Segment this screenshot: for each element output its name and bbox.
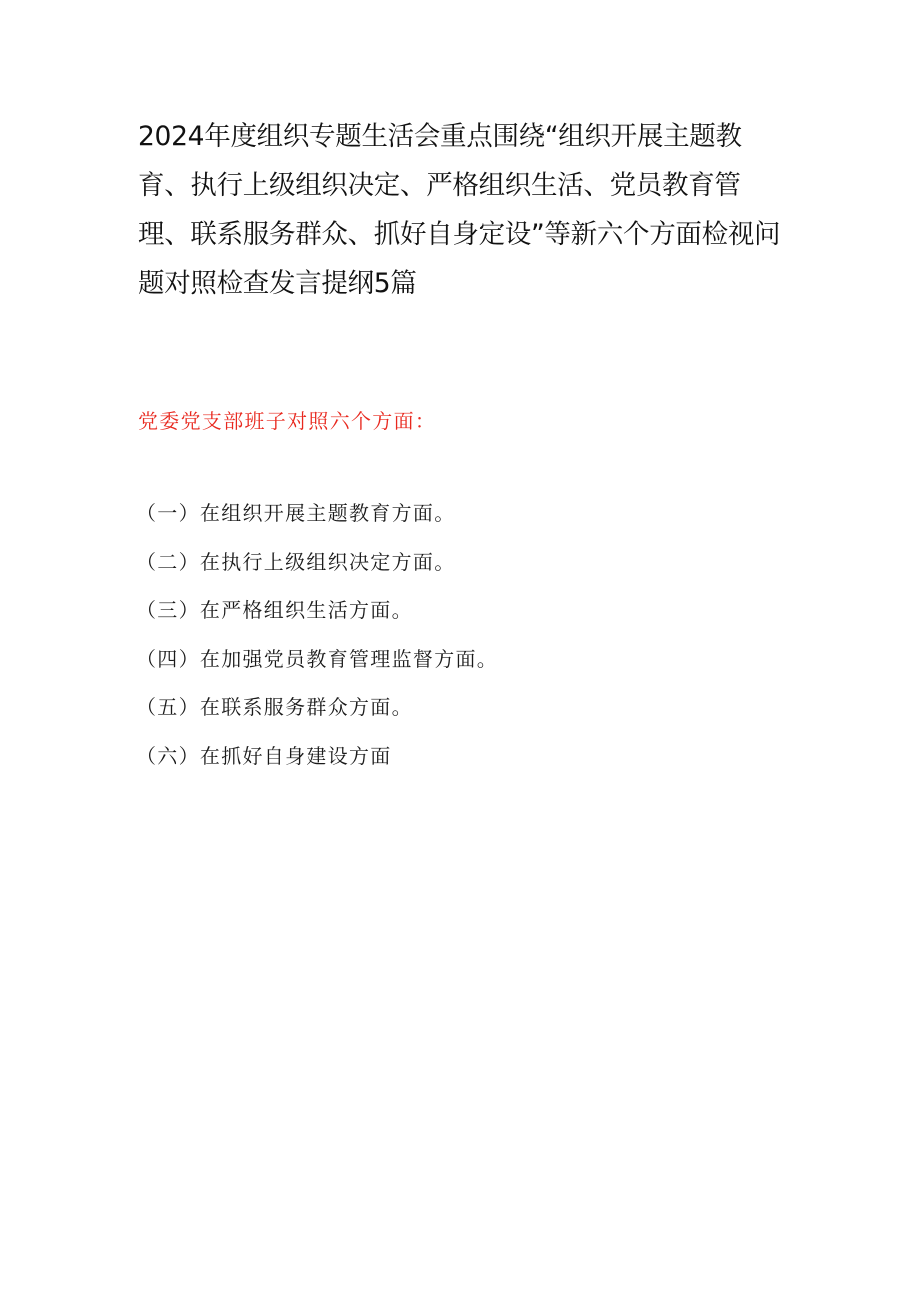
list-item-6: （六）在抓好自身建设方面 xyxy=(136,743,392,768)
list-item-1: （一）在组织开展主题教育方面。 xyxy=(136,501,456,525)
aspect-list xyxy=(136,497,498,788)
list-item-2: （二）在执行上级组织决定方面。 xyxy=(136,549,456,574)
list-item-4: （四）在加强党员教育管理监督方面。 xyxy=(136,646,499,671)
document-title: 2024年度组织专题生活会重点围绕“组织开展主题教育、执行上级组织决定、严格组织生活、党员教育管理、联系服务群众、抓好自身定设”等新六个方面检视问题对照检查发言提纲5篇 xyxy=(138,121,781,299)
list-item-3: （三）在严格组织生活方面。 xyxy=(136,598,413,622)
list-item-5: （五）在联系服务群众方面。 xyxy=(136,695,413,719)
section-heading: 党委党支部班子对照六个方面： xyxy=(138,409,437,433)
